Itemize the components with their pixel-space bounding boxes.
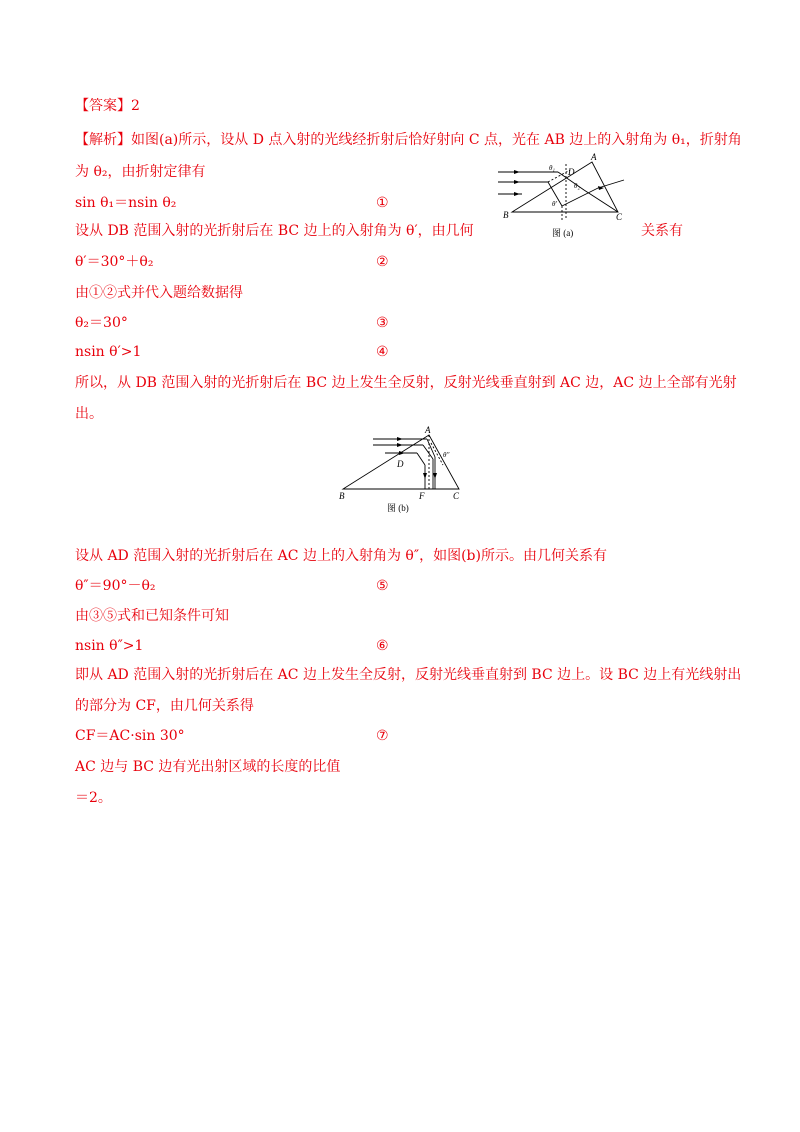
analysis-prefix: 【解析】 [75,132,131,148]
label-d: D [568,167,575,177]
figure-a-diagram [494,150,634,240]
equation-3: θ₂＝30° [75,315,128,331]
analysis-line-11: AC 边与 BC 边有光出射区域的长度的比值 [75,759,341,775]
equation-number-7: ⑦ [376,728,389,744]
label-f-b: F [419,491,425,501]
label-c: C [616,212,623,222]
figure-b [335,425,475,519]
analysis-line-5: 所以，从 DB 范围入射的光折射后在 BC 边上发生全反射，反射光线垂直射到 AC 边，AC 边上全部有光射 [75,375,737,391]
label-a-b: A [425,425,431,435]
analysis-line-1 [75,131,742,149]
equation-number-5: ⑤ [376,578,389,594]
answer-line: 【答案】2 [75,98,140,114]
analysis-line-7: 设从 AD 范围入射的光折射后在 AC 边上的入射角为 θ″，如图(b)所示。由几何关系有 [75,548,607,564]
label-c-b: C [453,491,460,501]
figure-a-caption: 图 (a) [552,228,574,238]
label-d-b: D [397,459,404,469]
analysis-line-10: 的部分为 CF，由几何关系得 [75,698,254,714]
equation-7: CF＝AC·sin 30° [75,728,185,744]
figure-a [494,150,634,244]
equation-6: nsin θ″>1 [75,638,144,654]
figure-b-diagram [335,425,475,515]
label-a: A [591,152,597,162]
label-theta2: θ₂ [574,182,580,190]
analysis-text-1: 如图(a)所示，设从 D 点入射的光线经折射后恰好射向 C 点，光在 AB 边上的入射角为 θ₁，折射角 [131,132,742,148]
label-theta-dprime: θ″ [443,451,450,459]
analysis-line-3: 设从 DB 范围入射的光折射后在 BC 边上的入射角为 θ′，由几何 [75,223,474,239]
equation-4: nsin θ′>1 [75,344,142,360]
figure-b-caption: 图 (b) [387,503,409,513]
analysis-line-9: 即从 AD 范围入射的光折射后在 AC 边上发生全反射，反射光线垂直射到 BC 边上。设 BC 边上有光线射出 [75,667,742,683]
equation-2: θ′＝30°＋θ₂ [75,254,154,270]
equation-number-4: ④ [376,344,389,360]
equation-number-6: ⑥ [376,638,389,654]
label-theta1: θ₁ [549,164,555,172]
equation-1: sin θ₁＝nsin θ₂ [75,195,177,211]
label-theta-prime: θ′ [552,200,557,208]
label-b: B [503,210,509,220]
analysis-line-8: 由③⑤式和已知条件可知 [75,608,229,624]
label-b-b: B [339,491,345,501]
equation-number-1: ① [376,195,389,211]
equation-5: θ″＝90°－θ₂ [75,578,156,594]
analysis-line-4: 由①②式并代入题给数据得 [75,285,243,301]
analysis-line-3-tail: 关系有 [641,223,683,239]
equation-number-2: ② [376,254,389,270]
equation-number-3: ③ [376,315,389,331]
analysis-line-2: 为 θ₂，由折射定律有 [75,164,206,180]
analysis-line-12: ＝2。 [75,790,112,806]
analysis-line-6: 出。 [75,406,103,422]
